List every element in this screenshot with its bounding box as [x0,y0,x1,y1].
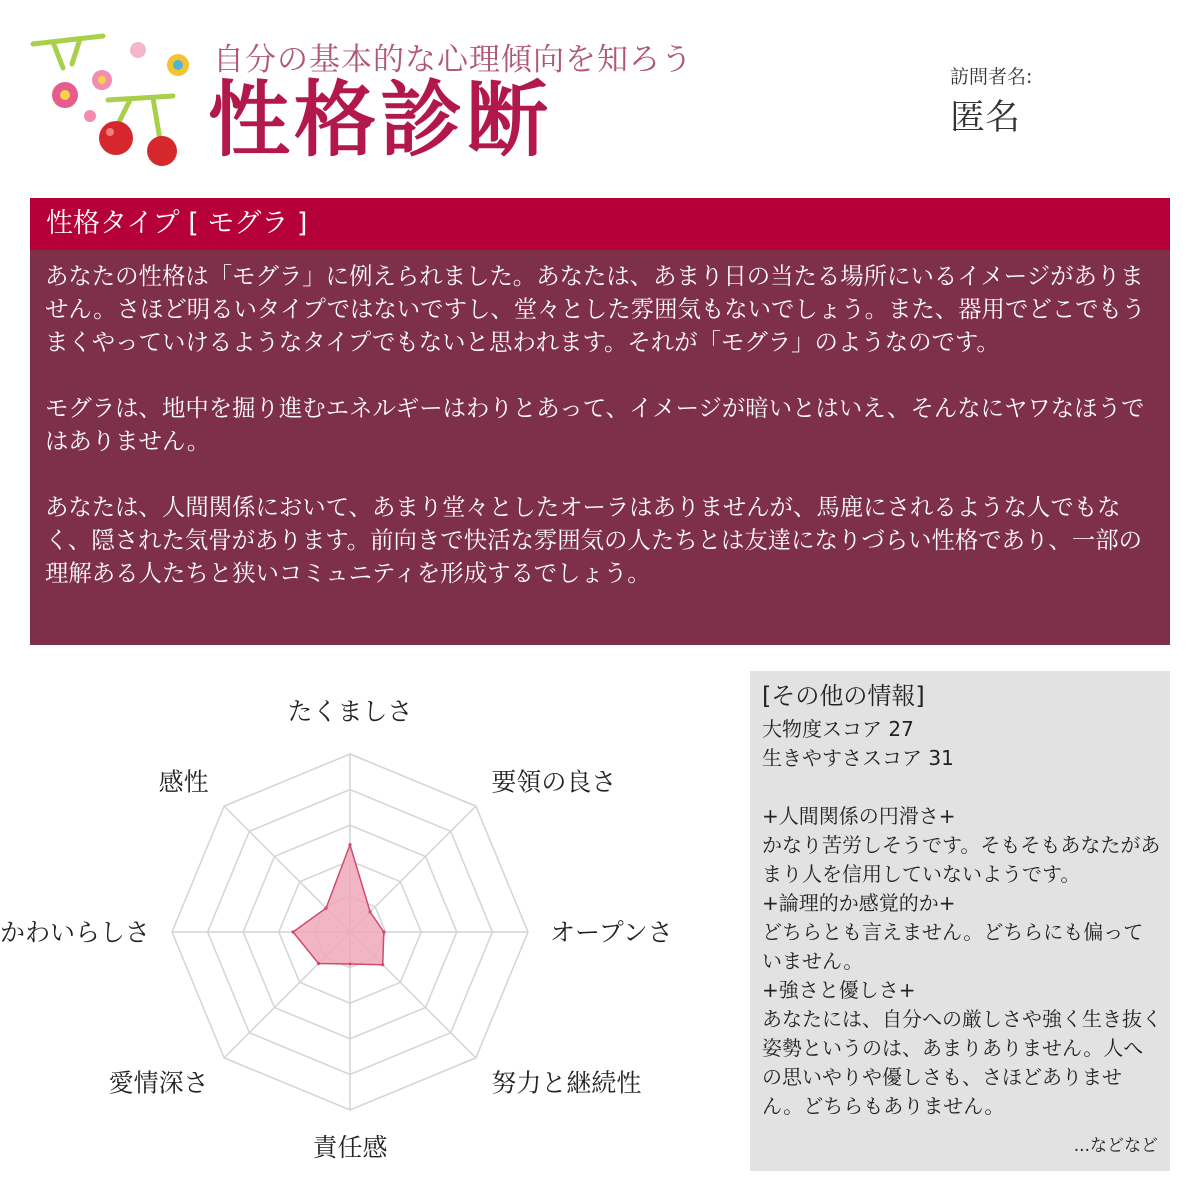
info-heading: +人間関係の円滑さ+ [762,804,956,828]
cherry-icon [99,121,177,166]
radar-axis-label: 感性 [158,767,209,797]
info-text: あなたには、自分への厳しさや強く生き抜く姿勢というのは、あまりありません。人への思いやりや優しさも、さほどありません。どちらもありません。 [762,1007,1162,1118]
radar-data-point [348,962,351,965]
other-info-panel [750,671,1170,1171]
info-heading: +強さと優しさ+ [762,978,916,1002]
description-paragraph: あなたの性格は「モグラ」に例えられました。あなたは、あまり日の当たる場所にいるイメージがありません。さほど明るいタイプではないですし、堂々とした雰囲気もないでしょう。また、器用でどこでもうまくやっていけるようなタイプでもないと思われます。それが「モグラ」のようなのです。 [45,262,1146,356]
more-text: ...などなど [1073,1136,1158,1156]
visitor-label: 訪問者名: [950,66,1033,88]
radar-axis-label: 要領の良さ [491,767,617,797]
radar-data-point [317,962,320,965]
info-text: かなり苦労しそうです。そもそもあなたがあまり人を信用していないようです。 [762,833,1161,886]
radar-axis-label: 愛情深さ [108,1068,209,1098]
flower-icon [52,42,189,122]
radar-data-point [291,930,294,933]
visitor-name: 匿名 [950,98,1021,138]
info-text: どちらとも言えません。どちらにも偏っていません。 [762,920,1144,973]
radar-axis-label: 責任感 [312,1133,388,1162]
radar-axis-label: たくましさ [287,697,413,726]
info-heading: +論理的か感覚的か+ [762,891,956,915]
score-line: 生きやすさスコア 31 [762,746,954,770]
personality-description [30,250,1170,645]
radar-data-point [324,906,327,909]
page-title: 性格診断 [208,73,553,168]
description-paragraph: あなたは、人間関係において、あまり堂々としたオーラはありませんが、馬鹿にされるような人でもなく、隠された気骨があります。前向きで快活な雰囲気の人たちとは友達になりづらい性格であり、一部の理解ある人たちと狭いコミュニティを形成するでしょう。 [45,493,1143,587]
radar-axis-label: オープンさ [550,918,673,947]
radar-axis-label: かわいらしさ [0,918,150,947]
score-line: 大物度スコア 27 [762,717,914,741]
radar-data-point [348,843,351,846]
info-title: [その他の情報] [762,682,925,710]
radar-data-point [382,930,385,933]
page-subtitle: 自分の基本的な心理傾向を知ろう [213,42,693,78]
radar-data-point [381,963,384,966]
cherry-flower-illustration [28,28,198,168]
radar-axis-label: 努力と継続性 [491,1068,642,1098]
radar-data-point [369,910,372,913]
description-paragraph: モグラは、地中を掘り進むエネルギーはわりとあって、イメージが暗いとはいえ、そんなにヤワなほうではありません。 [45,394,1145,455]
radar-chart [0,660,730,1180]
personality-type-header: 性格タイプ [ モグラ ] [30,198,1170,250]
